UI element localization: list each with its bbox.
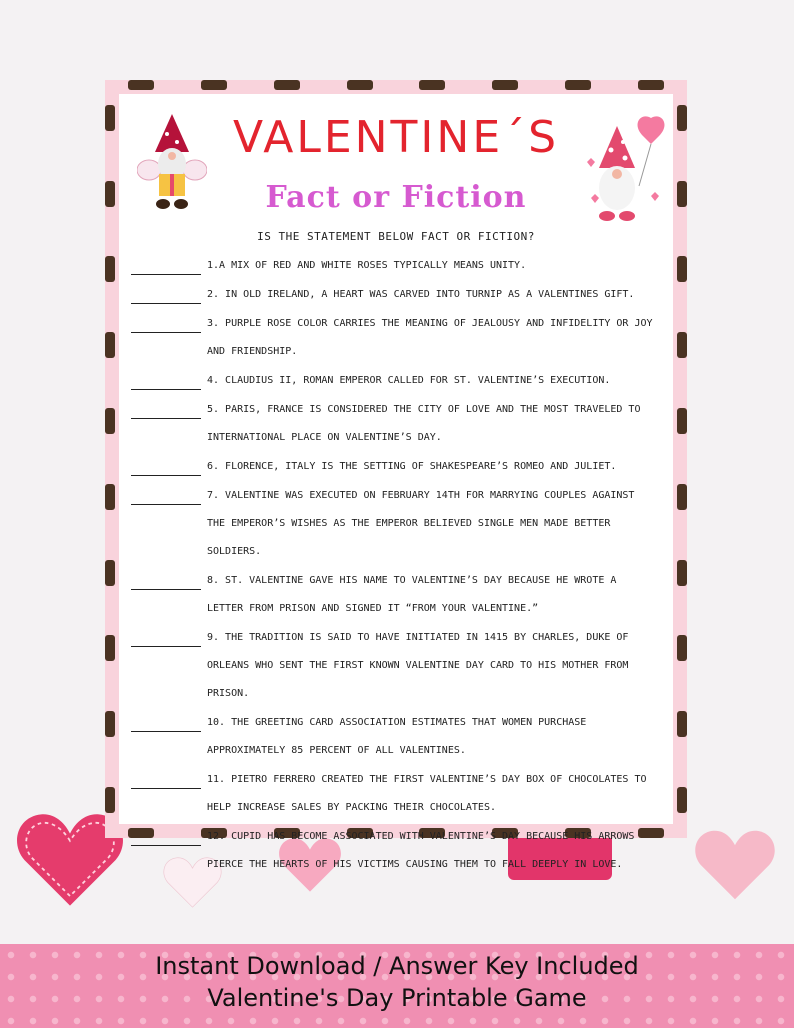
statement-text: 4. CLAUDIUS II, ROMAN EMPEROR CALLED FOR ST. VALENTINE’S EXECUTION.: [207, 375, 611, 386]
statement-text: 8. ST. VALENTINE GAVE HIS NAME TO VALENTINE’S DAY BECAUSE HE WROTE A LETTER FROM PRISON AND SIGNED IT “FROM YOUR VALENTINE.”: [207, 575, 617, 614]
statement-text: 2. IN OLD IRELAND, A HEART WAS CARVED INTO TURNIP AS A VALENTINES GIFT.: [207, 289, 635, 300]
banner-line-2: Valentine's Day Printable Game: [207, 984, 587, 1012]
top-dash-border: [105, 80, 687, 90]
list-item: [131, 461, 657, 481]
statement-text: 6. FLORENCE, ITALY IS THE SETTING OF SHAKESPEARE’S ROMEO AND JULIET.: [207, 461, 617, 472]
answer-blank[interactable]: [131, 289, 201, 304]
list-item: [131, 260, 657, 280]
answer-blank[interactable]: [131, 404, 201, 419]
worksheet-paper: [119, 94, 673, 870]
instruction-text: IS THE STATEMENT BELOW FACT OR FICTION?: [257, 230, 535, 243]
statement-text: 7. VALENTINE WAS EXECUTED ON FEBRUARY 14TH FOR MARRYING COUPLES AGAINST THE EMPEROR’S WISHES AS THE EMPEROR BELIEVED SINGLE MEN MADE BETTER SOLDIERS.: [207, 490, 635, 557]
statement-text: 11. PIETRO FERRERO CREATED THE FIRST VALENTINE’S DAY BOX OF CHOCOLATES TO HELP INCREASE SALES BY PACKING THEIR CHOCOLATES.: [207, 774, 647, 813]
list-item: [131, 632, 657, 708]
answer-blank[interactable]: [131, 318, 201, 333]
statement-text: 10. THE GREETING CARD ASSOCIATION ESTIMATES THAT WOMEN PURCHASE APPROXIMATELY 85 PERCENT OF ALL VALENTINES.: [207, 717, 587, 756]
list-item: [131, 831, 657, 879]
answer-blank[interactable]: [131, 632, 201, 647]
list-item: [131, 575, 657, 623]
statement-text: 12. CUPID HAS BECOME ASSOCIATED WITH VALENTINE’S DAY BECAUSE HIS ARROWS PIERCE THE HEARTS OF HIS VICTIMS CAUSING THEM TO FALL DEEPLY IN LOVE.: [207, 831, 635, 870]
right-dash-border: [677, 80, 687, 838]
statement-list: [131, 260, 657, 888]
banner-line-1: Instant Download / Answer Key Included: [155, 952, 639, 980]
page-title: VALENTINE´S: [232, 112, 560, 163]
list-item: [131, 289, 657, 309]
list-item: [131, 318, 657, 366]
statement-text: 5. PARIS, FRANCE IS CONSIDERED THE CITY OF LOVE AND THE MOST TRAVELED TO INTERNATIONAL PLACE ON VALENTINE’S DAY.: [207, 404, 641, 443]
statement-text: 3. PURPLE ROSE COLOR CARRIES THE MEANING OF JEALOUSY AND INFIDELITY OR JOY AND FRIENDSHIP.: [207, 318, 653, 357]
answer-blank[interactable]: [131, 490, 201, 505]
left-dash-border: [105, 80, 115, 838]
list-item: [131, 774, 657, 822]
list-item: [131, 490, 657, 566]
list-item: [131, 717, 657, 765]
answer-blank[interactable]: [131, 461, 201, 476]
statement-text: 1.A MIX OF RED AND WHITE ROSES TYPICALLY MEANS UNITY.: [207, 260, 527, 271]
list-item: [131, 404, 657, 452]
promo-banner: [0, 944, 794, 1028]
answer-blank[interactable]: [131, 717, 201, 732]
page-subtitle: Fact or Fiction: [265, 180, 527, 215]
answer-blank[interactable]: [131, 774, 201, 789]
answer-blank[interactable]: [131, 831, 201, 846]
answer-blank[interactable]: [131, 375, 201, 390]
answer-blank[interactable]: [131, 260, 201, 275]
list-item: [131, 375, 657, 395]
statement-text: 9. THE TRADITION IS SAID TO HAVE INITIATED IN 1415 BY CHARLES, DUKE OF ORLEANS WHO SENT THE FIRST KNOWN VALENTINE DAY CARD TO HIS MOTHER FROM PRISON.: [207, 632, 629, 699]
worksheet-frame: [105, 80, 687, 870]
answer-blank[interactable]: [131, 575, 201, 590]
light-pink-heart-icon: [690, 820, 780, 910]
